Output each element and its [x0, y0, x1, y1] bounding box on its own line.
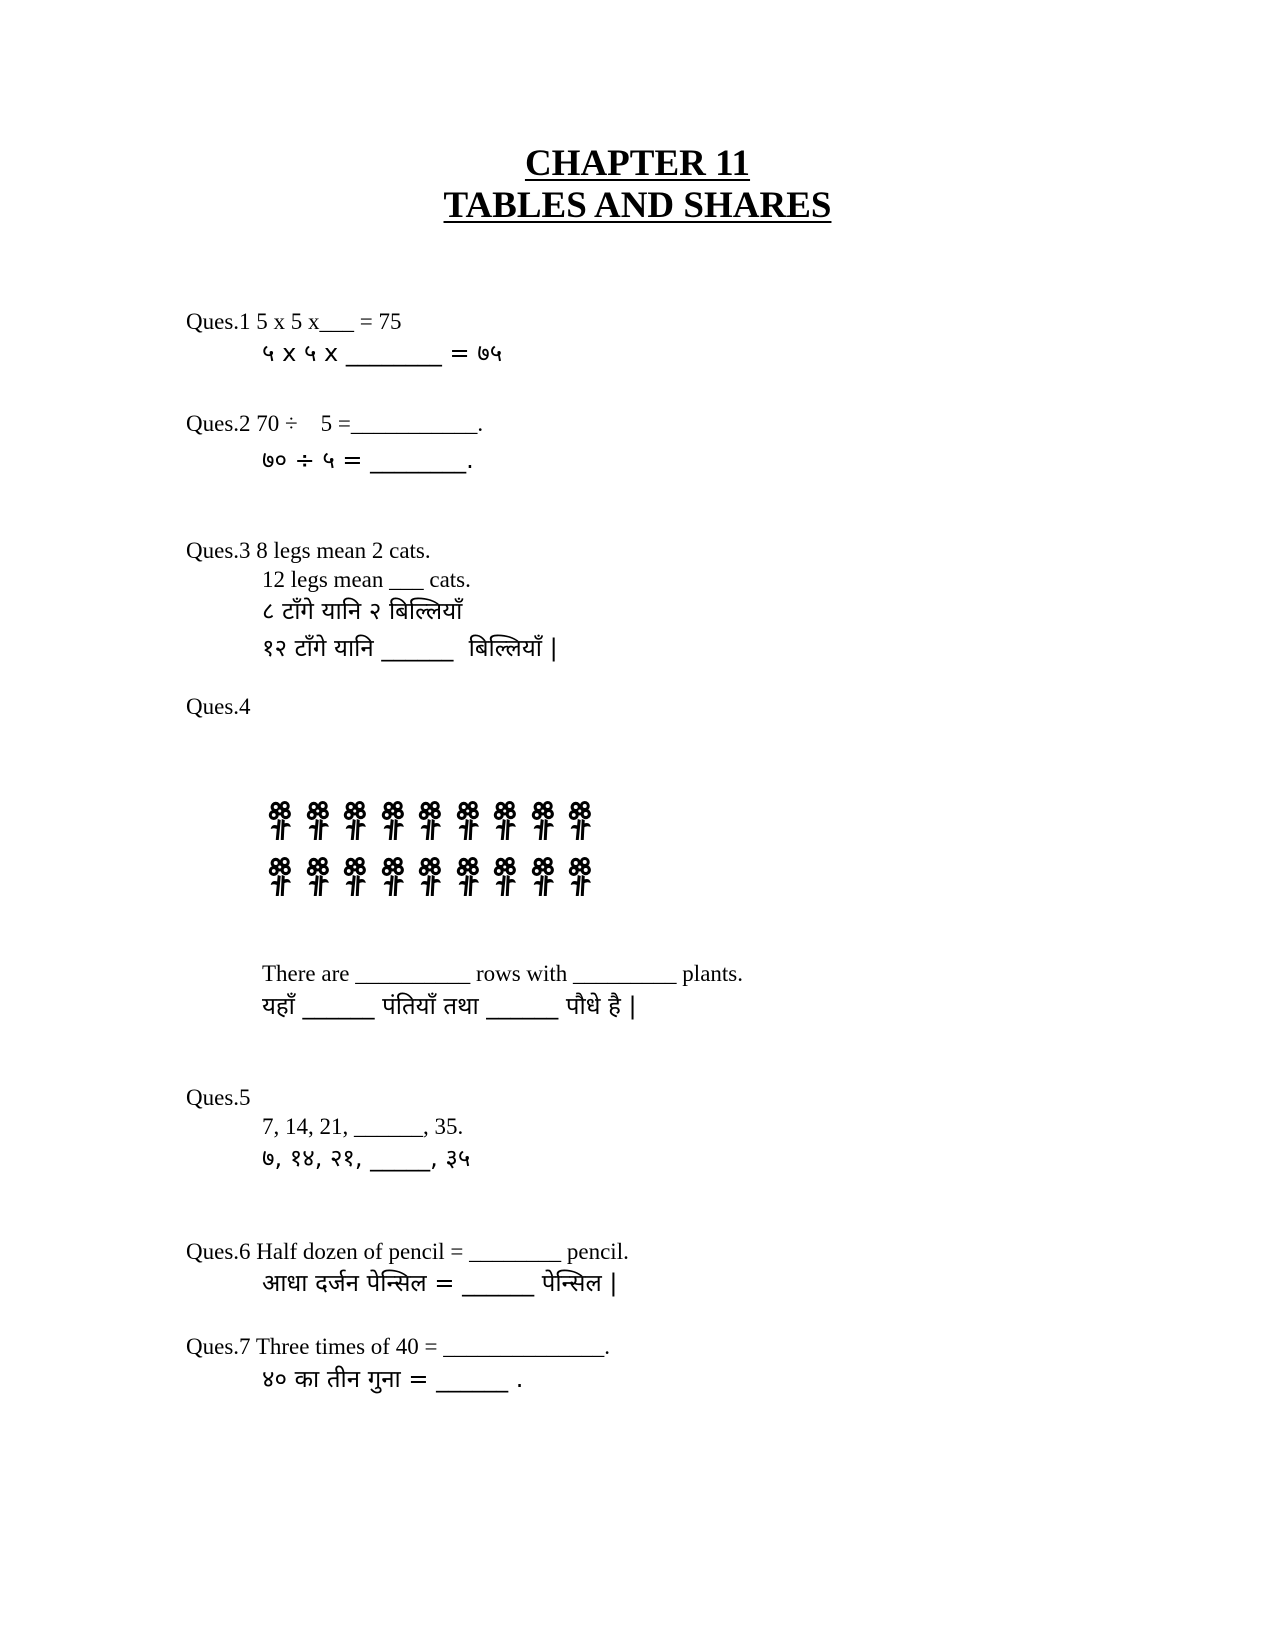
flower-plant-icon: [525, 800, 563, 842]
question-1-hindi: ५ x ५ x ________ = ७५: [262, 339, 503, 367]
flower-plant-icon: [562, 856, 600, 898]
question-5-sequence: 7, 14, 21, ______, 35.: [262, 1114, 464, 1139]
question-4-text: There are __________ rows with _________ plants.: [262, 961, 744, 986]
question-3-hindi-1: ८ टाँगे यानि २ बिल्लियाँ: [262, 597, 463, 625]
flower-plant-icon: [412, 800, 450, 842]
plant-row-2: [262, 856, 600, 898]
flower-plant-icon: [375, 800, 413, 842]
flower-plant-icon: [375, 856, 413, 898]
question-7-text: Ques.7 Three times of 40 = ______________.: [186, 1334, 610, 1359]
question-7-hindi: ४० का तीन गुना = ______ .: [262, 1365, 524, 1393]
question-4-label: Ques.4: [186, 694, 251, 719]
question-2-hindi: ७० ÷ ५ = ________.: [262, 446, 474, 474]
flower-plant-icon: [300, 856, 338, 898]
flower-plant-icon: [262, 856, 300, 898]
flower-plant-icon: [262, 800, 300, 842]
question-1-text: Ques.1 5 x 5 x___ = 75: [186, 309, 402, 334]
flower-plant-icon: [300, 800, 338, 842]
flower-plant-icon: [487, 800, 525, 842]
chapter-heading: CHAPTER 11: [524, 143, 751, 184]
question-3-hindi-2: १२ टाँगे यानि ______ बिल्लियाँ |: [262, 634, 558, 662]
question-4-hindi: यहाँ ______ पंतियाँ तथा ______ पौधे है |: [262, 992, 637, 1020]
question-5-hindi: ७, १४, २१, _____, ३५: [262, 1144, 471, 1172]
question-5-label: Ques.5: [186, 1085, 251, 1110]
flower-plant-icon: [412, 856, 450, 898]
flower-plant-icon: [562, 800, 600, 842]
flower-plant-icon: [525, 856, 563, 898]
question-3-subtext: 12 legs mean ___ cats.: [262, 567, 471, 592]
question-2-text: Ques.2 70 ÷ 5 =___________.: [186, 411, 484, 436]
flower-plant-icon: [450, 800, 488, 842]
chapter-title: TABLES AND SHARES: [443, 185, 832, 226]
flower-plant-icon: [337, 856, 375, 898]
flower-plant-icon: [450, 856, 488, 898]
question-3-text: Ques.3 8 legs mean 2 cats.: [186, 538, 431, 563]
plant-row-1: [262, 800, 600, 842]
flower-plant-icon: [487, 856, 525, 898]
question-6-hindi: आधा दर्जन पेन्सिल = ______ पेन्सिल |: [262, 1269, 618, 1297]
flower-plant-icon: [337, 800, 375, 842]
question-6-text: Ques.6 Half dozen of pencil = ________ pencil.: [186, 1239, 629, 1264]
